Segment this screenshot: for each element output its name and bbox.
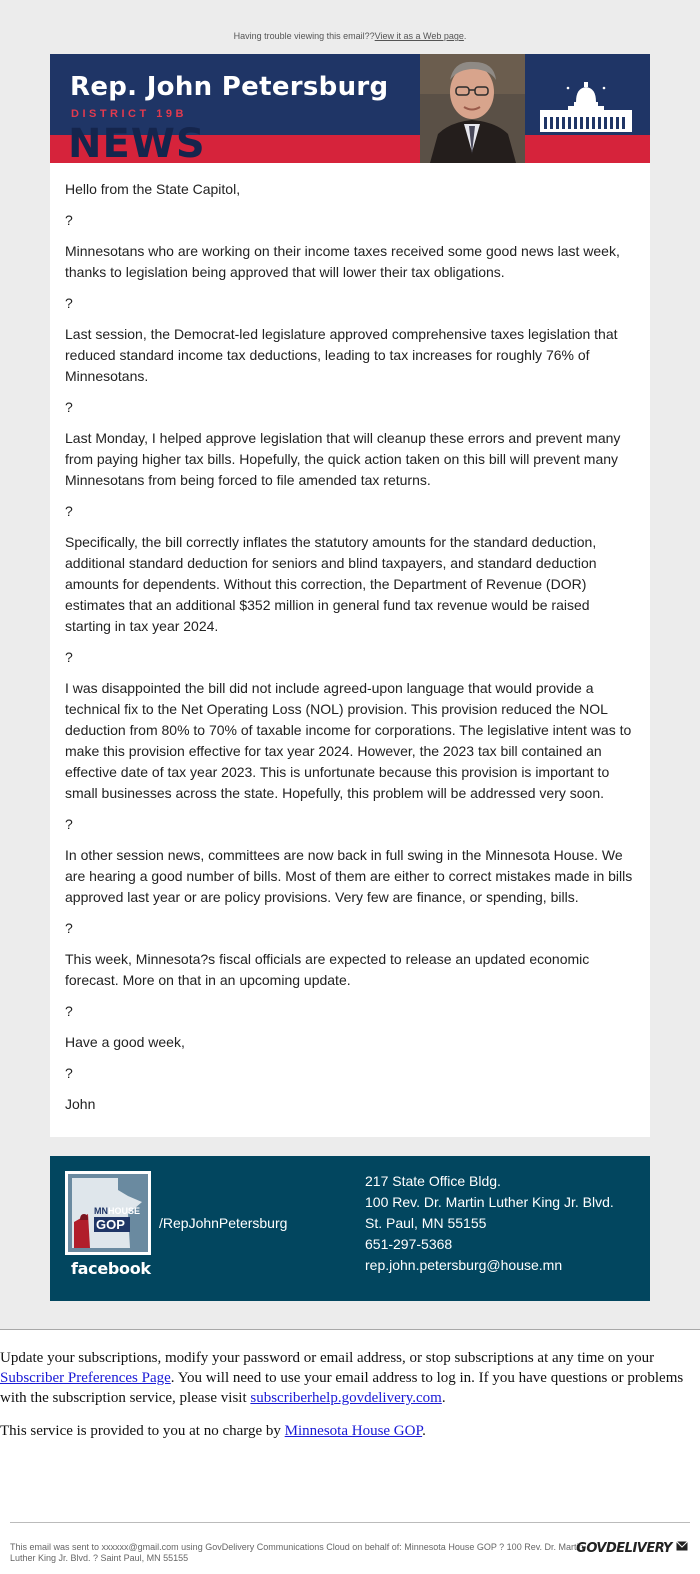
- sent-notice: This email was sent to xxxxxx@gmail.com using GovDelivery Communications Cloud on behalf of: Minnesota House GOP ? 100 Rev. Dr. Martin Luther King Jr. Blvd. ? Saint Paul, MN 55155: [10, 1542, 584, 1563]
- subscriber-preferences-link[interactable]: Subscriber Preferences Page: [0, 1370, 171, 1386]
- header-banner: [50, 54, 650, 163]
- body-paragraph: ?: [65, 1003, 73, 1019]
- body-paragraph: Minnesotans who are working on their income taxes received some good news last week, thanks to legislation being approved that will lower their tax obligations.: [65, 243, 620, 280]
- subscription-preferences: [0, 1330, 700, 1522]
- body-paragraph: This week, Minnesota?s fiscal officials are expected to release an updated economic forecast. More on that in an upcoming update.: [65, 951, 590, 988]
- address-line: 217 State Office Bldg.: [365, 1173, 501, 1189]
- office-address: [365, 1171, 614, 1276]
- body-paragraph: ?: [65, 649, 73, 665]
- envelope-icon: [676, 1541, 688, 1551]
- body-paragraph: Hello from the State Capitol,: [65, 181, 241, 197]
- body-paragraph: In other session news, committees are now back in full swing in the Minnesota House. We are hearing a good number of bills. Most of them are either to correct mistakes made in bills approved last year or are policy provisions. Very few are finance, or spending, bills.: [65, 847, 633, 905]
- contact-footer: [50, 1156, 650, 1301]
- body-paragraph: ?: [65, 1065, 73, 1081]
- service-text: This service is provided to you at no charge by: [0, 1423, 285, 1439]
- district-label: DISTRICT 19B: [71, 108, 187, 120]
- mn-house-gop-logo-icon: [68, 1174, 148, 1252]
- sent-footer: [10, 1522, 690, 1574]
- service-text: .: [422, 1423, 426, 1439]
- message-body: [50, 163, 650, 1137]
- body-paragraph: ?: [65, 212, 73, 228]
- rep-name: Rep. John Petersburg: [70, 72, 389, 102]
- svg-text:HOUSE: HOUSE: [108, 1206, 141, 1216]
- prefs-text: . You will need to use your email address to log in. If you have questions or problems with the subscription service, please visit: [0, 1370, 684, 1406]
- facebook-label: facebook: [71, 1259, 151, 1278]
- govdelivery-logo: [576, 1541, 688, 1556]
- svg-text:GOP: GOP: [96, 1217, 125, 1232]
- govdelivery-wordmark: GOVDELIVERY: [576, 1541, 672, 1556]
- email-container: [50, 54, 650, 1301]
- web-page-link[interactable]: View it as a Web page: [374, 31, 464, 41]
- facebook-logo-link[interactable]: [65, 1171, 151, 1255]
- minnesota-house-gop-link[interactable]: Minnesota House GOP: [284, 1423, 423, 1439]
- trouble-text: Having trouble viewing this email??: [233, 31, 375, 41]
- capitol-icon: [538, 80, 634, 134]
- bottom-wrap: [0, 1522, 700, 1574]
- body-paragraph: Last session, the Democrat-led legislature approved comprehensive taxes legislation that reduced standard income tax deductions, leading to tax increases for roughly 76% of Minnesotans.: [65, 326, 618, 384]
- news-wordmark: NEWS: [68, 121, 206, 163]
- trouble-suffix: .: [463, 31, 467, 41]
- address-line: 100 Rev. Dr. Martin Luther King Jr. Blvd.: [365, 1194, 614, 1210]
- body-paragraph: ?: [65, 816, 73, 832]
- service-paragraph: [0, 1421, 700, 1441]
- representative-portrait: [420, 54, 525, 163]
- body-paragraph: ?: [65, 503, 73, 519]
- body-paragraph: John: [65, 1096, 96, 1112]
- prefs-text: Update your subscriptions, modify your password or email address, or stop subscriptions at any time on your: [0, 1350, 655, 1366]
- body-paragraph: Specifically, the bill correctly inflates the statutory amounts for the standard deduction, additional standard deduction for seniors and blind taxpayers, and standard deduction amounts for dependents. Without this correction, the Department of Revenue (DOR) estimates that an additional $352 million in general fund tax revenue would be raised starting in tax year 2024.: [65, 534, 597, 634]
- facebook-handle-link[interactable]: /RepJohnPetersburg: [159, 1215, 288, 1231]
- prefs-text: .: [441, 1390, 446, 1406]
- svg-text:MN: MN: [94, 1206, 108, 1216]
- body-paragraph: Last Monday, I helped approve legislation that will cleanup these errors and prevent many from paying higher tax bills. Hopefully, the quick action taken on this bill will prevent many Minnesotans from being forced to file amended tax returns.: [65, 430, 621, 488]
- body-paragraph: ?: [65, 295, 73, 311]
- prefs-paragraph: [0, 1348, 700, 1408]
- body-paragraph: ?: [65, 920, 73, 936]
- email-address: rep.john.petersburg@house.mn: [365, 1257, 563, 1273]
- address-line: St. Paul, MN 55155: [365, 1215, 487, 1231]
- subscriber-help-link[interactable]: subscriberhelp.govdelivery.com: [250, 1390, 442, 1406]
- phone-number: 651-297-5368: [365, 1236, 453, 1252]
- body-paragraph: I was disappointed the bill did not include agreed-upon language that would provide a technical fix to the Net Operating Loss (NOL) provision. This provision reduced the NOL deduction from 80% to 70% of taxable income for corporations. The legislative intent was to make this provision effective for tax year 2024. However, the 2023 tax bill contained an effective date of tax year 2023. This is unfortunate because this provision is important to small businesses across the state. Hopefully, this problem will be addressed very soon.: [65, 680, 632, 801]
- trouble-viewing-note: [0, 0, 700, 54]
- body-paragraph: Have a good week,: [65, 1034, 185, 1050]
- body-paragraph: ?: [65, 399, 73, 415]
